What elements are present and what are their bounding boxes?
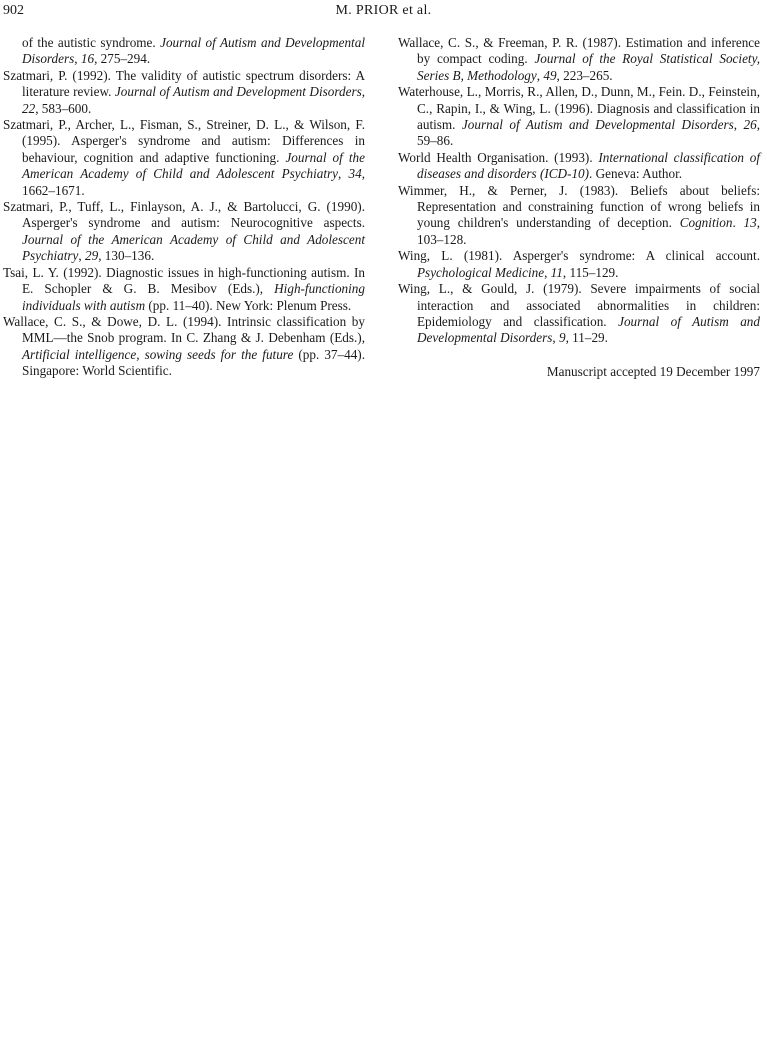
reference-text: Waterhouse, L., Morris, R., Allen, D., Dunn, M., Fein. D., Feinstein, C., Rapin, I., & Wing, L. (1996). Diagnosis and classification in autism.	[398, 84, 760, 133]
reference-volume: 22	[22, 100, 36, 116]
reference-volume: 49	[543, 67, 557, 83]
reference-text: of the autistic syndrome.	[22, 35, 161, 50]
reference-entry	[3, 117, 365, 199]
reference-journal: Journal of the American Academy of Child and Adolescent Psychiatry	[22, 231, 365, 264]
reference-text: World Health Organisation. (1993).	[398, 149, 599, 165]
reference-entry	[3, 68, 365, 117]
reference-text: Wallace, C. S., & Dowe, D. L. (1994). Intrinsic classification by MML—the Snob program. In C. Zhang & J. Debenham (Eds.),	[3, 313, 365, 346]
reference-entry	[3, 265, 365, 314]
reference-journal: International classification of diseases and disorders (ICD-10)	[417, 149, 761, 182]
reference-entry	[398, 150, 760, 183]
reference-journal: Cognition	[679, 215, 733, 231]
reference-text: Wing, L. (1981). Asperger's syndrome: A clinical account.	[398, 248, 760, 264]
reference-journal: High-functioning individuals with autism	[22, 281, 365, 313]
reference-pages: . Geneva: Author.	[589, 166, 683, 182]
reference-column-left	[3, 35, 365, 380]
reference-pages: , 59–86.	[417, 117, 760, 149]
reference-sep: .	[732, 215, 744, 231]
reference-entry	[3, 35, 365, 68]
reference-journal: Journal of Autism and Developmental Disorders	[417, 313, 760, 346]
reference-sep: ,	[78, 248, 85, 264]
reference-pages: (pp. 11–40). New York: Plenum Press.	[145, 297, 352, 313]
reference-sep: ,	[338, 166, 349, 182]
reference-text: Tsai, L. Y. (1992). Diagnostic issues in high-functioning autism. In E. Schopler & G. B. Mesibov (Eds.),	[3, 264, 365, 297]
reference-sep: ,	[544, 264, 551, 280]
reference-volume: 29	[85, 248, 99, 264]
reference-entry	[3, 199, 365, 265]
reference-sep: ,	[552, 330, 559, 346]
reference-entry	[398, 84, 760, 150]
reference-volume: 34	[348, 166, 362, 182]
reference-journal: Journal of the American Academy of Child and Adolescent Psychiatry	[22, 149, 365, 182]
reference-text: Szatmari, P., Archer, L., Fisman, S., Streiner, D. L., & Wilson, F. (1995). Asperger's syndrome and autism: Differences in behaviour, cognition and adaptive functioning.	[3, 117, 365, 165]
reference-text: Wimmer, H., & Perner, J. (1983). Beliefs about beliefs: Representation and constraining function of wrong beliefs in young children's understanding of deception.	[398, 182, 760, 231]
reference-pages: , 11–29.	[565, 330, 608, 346]
reference-pages: , 583–600.	[35, 100, 92, 116]
reference-pages: , 130–136.	[98, 248, 155, 264]
reference-journal: Journal of Autism and Developmental Disorders	[22, 35, 365, 67]
reference-volume: 26	[743, 117, 757, 133]
reference-entry	[3, 314, 365, 380]
reference-text: Wing, L., & Gould, J. (1979). Severe impairments of social interaction and associated abnormalities in children: Epidemiology and classification.	[398, 281, 760, 329]
running-head: M. PRIOR et al.	[335, 3, 432, 18]
reference-text: Szatmari, P., Tuff, L., Finlayson, A. J., & Bartolucci, G. (1990). Asperger's syndrome and autism: Neurocognitive aspects.	[3, 199, 365, 231]
reference-text: Szatmari, P. (1992). The validity of autistic spectrum disorders: A literature review.	[3, 67, 365, 100]
page-number: 902	[3, 3, 24, 18]
reference-journal: Journal of the Royal Statistical Society, Series B, Methodology	[417, 51, 761, 83]
reference-volume: 9	[558, 330, 566, 346]
reference-entry	[398, 248, 760, 281]
reference-pages: , 103–128.	[417, 215, 760, 247]
reference-journal: Artificial intelligence, sowing seeds for the future	[22, 346, 294, 362]
page-header	[0, 3, 767, 23]
reference-sep: ,	[733, 117, 744, 133]
manuscript-accepted-note: Manuscript accepted 19 December 1997	[546, 363, 760, 379]
reference-volume: 11	[550, 264, 563, 280]
reference-volume: 13	[743, 215, 757, 231]
reference-text: Wallace, C. S., & Freeman, P. R. (1987). Estimation and inference by compact coding.	[398, 35, 760, 67]
reference-pages: , 223–265.	[556, 67, 613, 83]
reference-journal: Psychological Medicine	[417, 264, 545, 280]
reference-sep: ,	[536, 67, 544, 83]
reference-sep: ,	[361, 84, 366, 100]
reference-entry	[398, 183, 760, 249]
reference-volume: 16	[80, 51, 95, 67]
reference-column-right	[398, 35, 760, 380]
reference-pages: , 1662–1671.	[22, 166, 365, 198]
reference-pages: , 275–294.	[94, 51, 151, 67]
reference-journal: Journal of Autism and Development Disorders	[114, 84, 362, 100]
reference-journal: Journal of Autism and Developmental Disorders	[461, 117, 734, 133]
reference-entry	[398, 35, 760, 84]
reference-sep: ,	[74, 51, 81, 67]
reference-pages: , 115–129.	[562, 264, 619, 280]
reference-pages: (pp. 37–44). Singapore: World Scientific.	[22, 346, 365, 379]
reference-entry	[398, 281, 760, 347]
